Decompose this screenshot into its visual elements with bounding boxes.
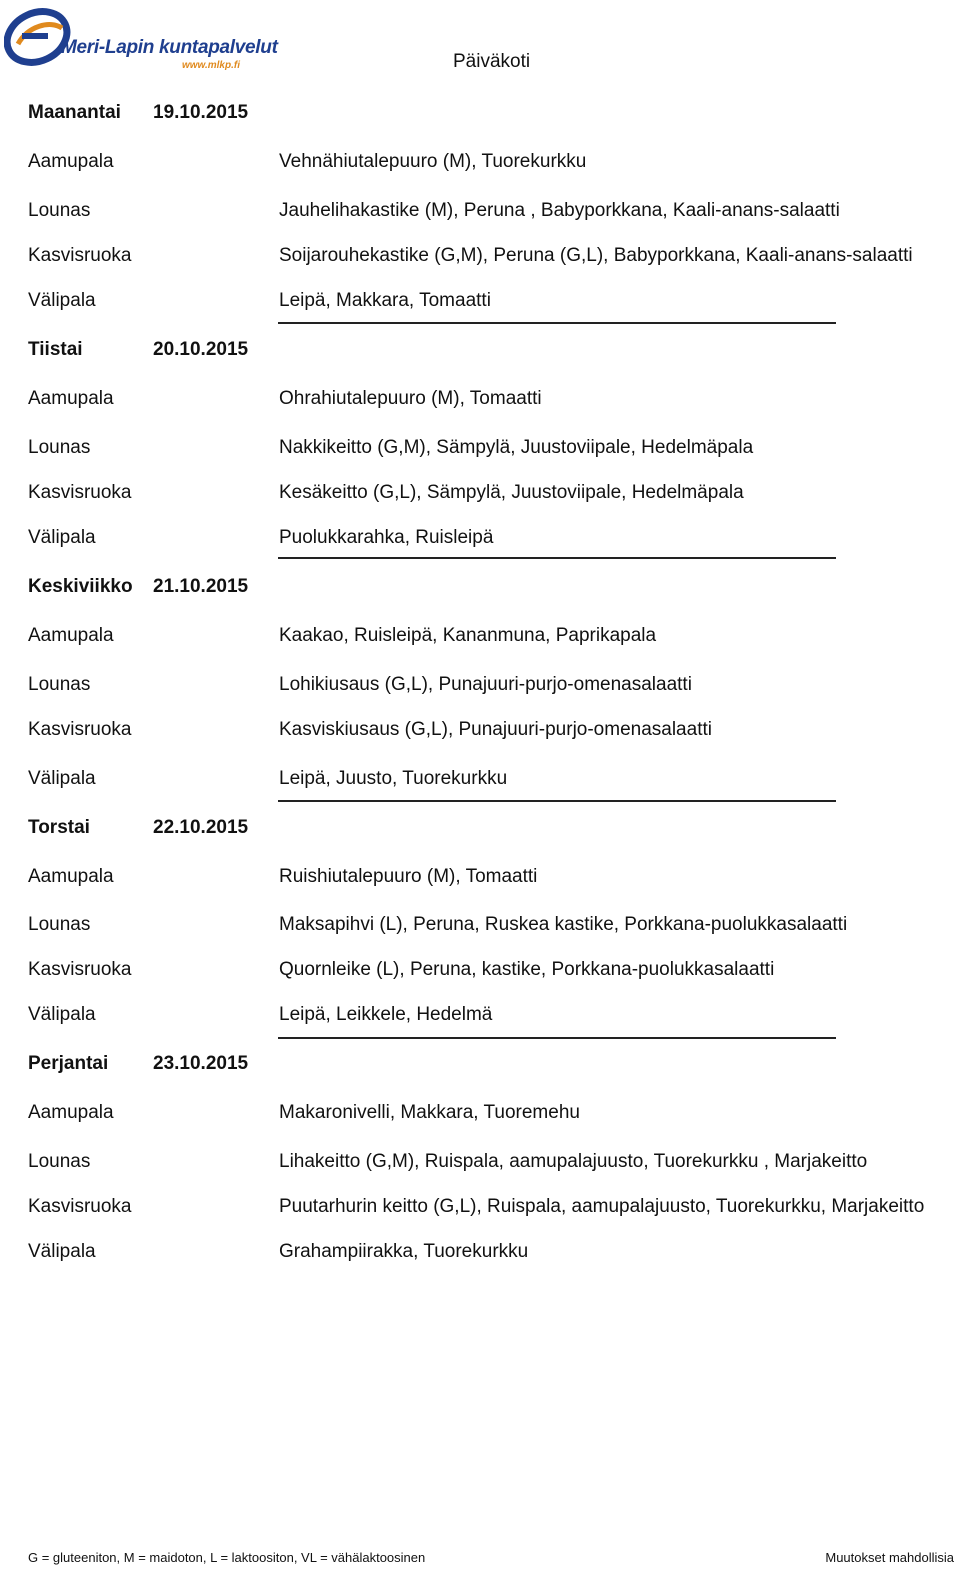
meal-items: Nakkikeitto (G,M), Sämpylä, Juustoviipale, Hedelmäpala bbox=[279, 437, 754, 458]
allergen-legend: G = gluteeniton, M = maidoton, L = laktoositon, VL = vähälaktoosinen bbox=[28, 1550, 426, 1565]
meal-row bbox=[28, 1151, 953, 1177]
meal-items: Kasviskiusaus (G,L), Punajuuri-purjo-omenasalaatti bbox=[279, 719, 712, 740]
meal-items: Maksapihvi (L), Peruna, Ruskea kastike, Porkkana-puolukkasalaatti bbox=[279, 914, 848, 935]
meal-row bbox=[28, 290, 953, 316]
day-separator bbox=[278, 322, 836, 324]
meal-row bbox=[28, 959, 953, 985]
meal-row bbox=[28, 151, 953, 177]
day-date: 19.10.2015 bbox=[153, 102, 249, 123]
meal-label: Aamupala bbox=[28, 151, 114, 172]
meal-items: Leipä, Juusto, Tuorekurkku bbox=[279, 768, 508, 789]
meal-items: Kesäkeitto (G,L), Sämpylä, Juustoviipale, Hedelmäpala bbox=[279, 482, 744, 503]
meal-row bbox=[28, 866, 953, 892]
logo-name: Meri-Lapin kuntapalvelut bbox=[61, 37, 278, 58]
meal-items: Kaakao, Ruisleipä, Kananmuna, Paprikapala bbox=[279, 625, 657, 646]
day-name: Tiistai bbox=[28, 339, 83, 360]
meal-label: Lounas bbox=[28, 1151, 91, 1172]
meal-label: Lounas bbox=[28, 200, 91, 221]
meal-label: Välipala bbox=[28, 527, 96, 548]
changes-note: Muutokset mahdollisia bbox=[825, 1550, 954, 1565]
meal-items: Makaronivelli, Makkara, Tuoremehu bbox=[279, 1102, 580, 1123]
meal-label: Kasvisruoka bbox=[28, 1196, 132, 1217]
meal-items: Leipä, Leikkele, Hedelmä bbox=[279, 1004, 493, 1025]
day-name: Maanantai bbox=[28, 102, 121, 123]
meal-label: Välipala bbox=[28, 768, 96, 789]
day-name: Keskiviikko bbox=[28, 576, 133, 597]
meal-items: Lohikiusaus (G,L), Punajuuri-purjo-omenasalaatti bbox=[279, 674, 692, 695]
meal-row bbox=[28, 245, 953, 271]
meal-row bbox=[28, 200, 953, 226]
meal-items: Ruishiutalepuuro (M), Tomaatti bbox=[279, 866, 538, 887]
meal-row bbox=[28, 527, 953, 553]
meal-label: Välipala bbox=[28, 1241, 96, 1262]
day-separator bbox=[278, 1037, 836, 1039]
logo-url: www.mlkp.fi bbox=[182, 60, 240, 71]
meal-label: Kasvisruoka bbox=[28, 719, 132, 740]
meal-row bbox=[28, 388, 953, 414]
day-date: 23.10.2015 bbox=[153, 1053, 249, 1074]
meal-label: Lounas bbox=[28, 914, 91, 935]
meal-items: Quornleike (L), Peruna, kastike, Porkkana-puolukkasalaatti bbox=[279, 959, 775, 980]
meal-row bbox=[28, 914, 953, 940]
meal-items: Jauhelihakastike (M), Peruna , Babyporkkana, Kaali-anans-salaatti bbox=[279, 200, 840, 221]
meal-items: Vehnähiutalepuuro (M), Tuorekurkku bbox=[279, 151, 587, 172]
meal-label: Kasvisruoka bbox=[28, 959, 132, 980]
meal-items: Leipä, Makkara, Tomaatti bbox=[279, 290, 491, 311]
meal-items: Grahampiirakka, Tuorekurkku bbox=[279, 1241, 529, 1262]
day-date: 22.10.2015 bbox=[153, 817, 249, 838]
meal-row bbox=[28, 1196, 953, 1222]
meal-row bbox=[28, 719, 953, 745]
meal-row bbox=[28, 1004, 953, 1030]
meal-label: Aamupala bbox=[28, 388, 114, 409]
meal-label: Lounas bbox=[28, 674, 91, 695]
meal-label: Kasvisruoka bbox=[28, 482, 132, 503]
page-title: Päiväkoti bbox=[453, 51, 531, 72]
meal-items: Soijarouhekastike (G,M), Peruna (G,L), Babyporkkana, Kaali-anans-salaatti bbox=[279, 245, 913, 266]
meal-label: Välipala bbox=[28, 290, 96, 311]
day-name: Torstai bbox=[28, 817, 90, 838]
day-date: 20.10.2015 bbox=[153, 339, 249, 360]
day-separator bbox=[278, 557, 836, 559]
meal-items: Puolukkarahka, Ruisleipä bbox=[279, 527, 494, 548]
meal-row bbox=[28, 625, 953, 651]
meal-label: Välipala bbox=[28, 1004, 96, 1025]
meal-label: Aamupala bbox=[28, 866, 114, 887]
meal-row bbox=[28, 768, 953, 794]
day-separator bbox=[278, 800, 836, 802]
company-logo bbox=[4, 4, 278, 74]
meal-items: Puutarhurin keitto (G,L), Ruispala, aamupalajuusto, Tuorekurkku, Marjakeitto bbox=[279, 1196, 925, 1217]
meal-row bbox=[28, 437, 953, 463]
meal-label: Aamupala bbox=[28, 625, 114, 646]
meal-row bbox=[28, 1241, 953, 1267]
day-name: Perjantai bbox=[28, 1053, 109, 1074]
meal-row bbox=[28, 674, 953, 700]
meal-row bbox=[28, 482, 953, 508]
meal-label: Lounas bbox=[28, 437, 91, 458]
meal-row bbox=[28, 1102, 953, 1128]
day-date: 21.10.2015 bbox=[153, 576, 249, 597]
meal-label: Aamupala bbox=[28, 1102, 114, 1123]
meal-label: Kasvisruoka bbox=[28, 245, 132, 266]
meal-items: Ohrahiutalepuuro (M), Tomaatti bbox=[279, 388, 542, 409]
meal-items: Lihakeitto (G,M), Ruispala, aamupalajuusto, Tuorekurkku , Marjakeitto bbox=[279, 1151, 868, 1172]
